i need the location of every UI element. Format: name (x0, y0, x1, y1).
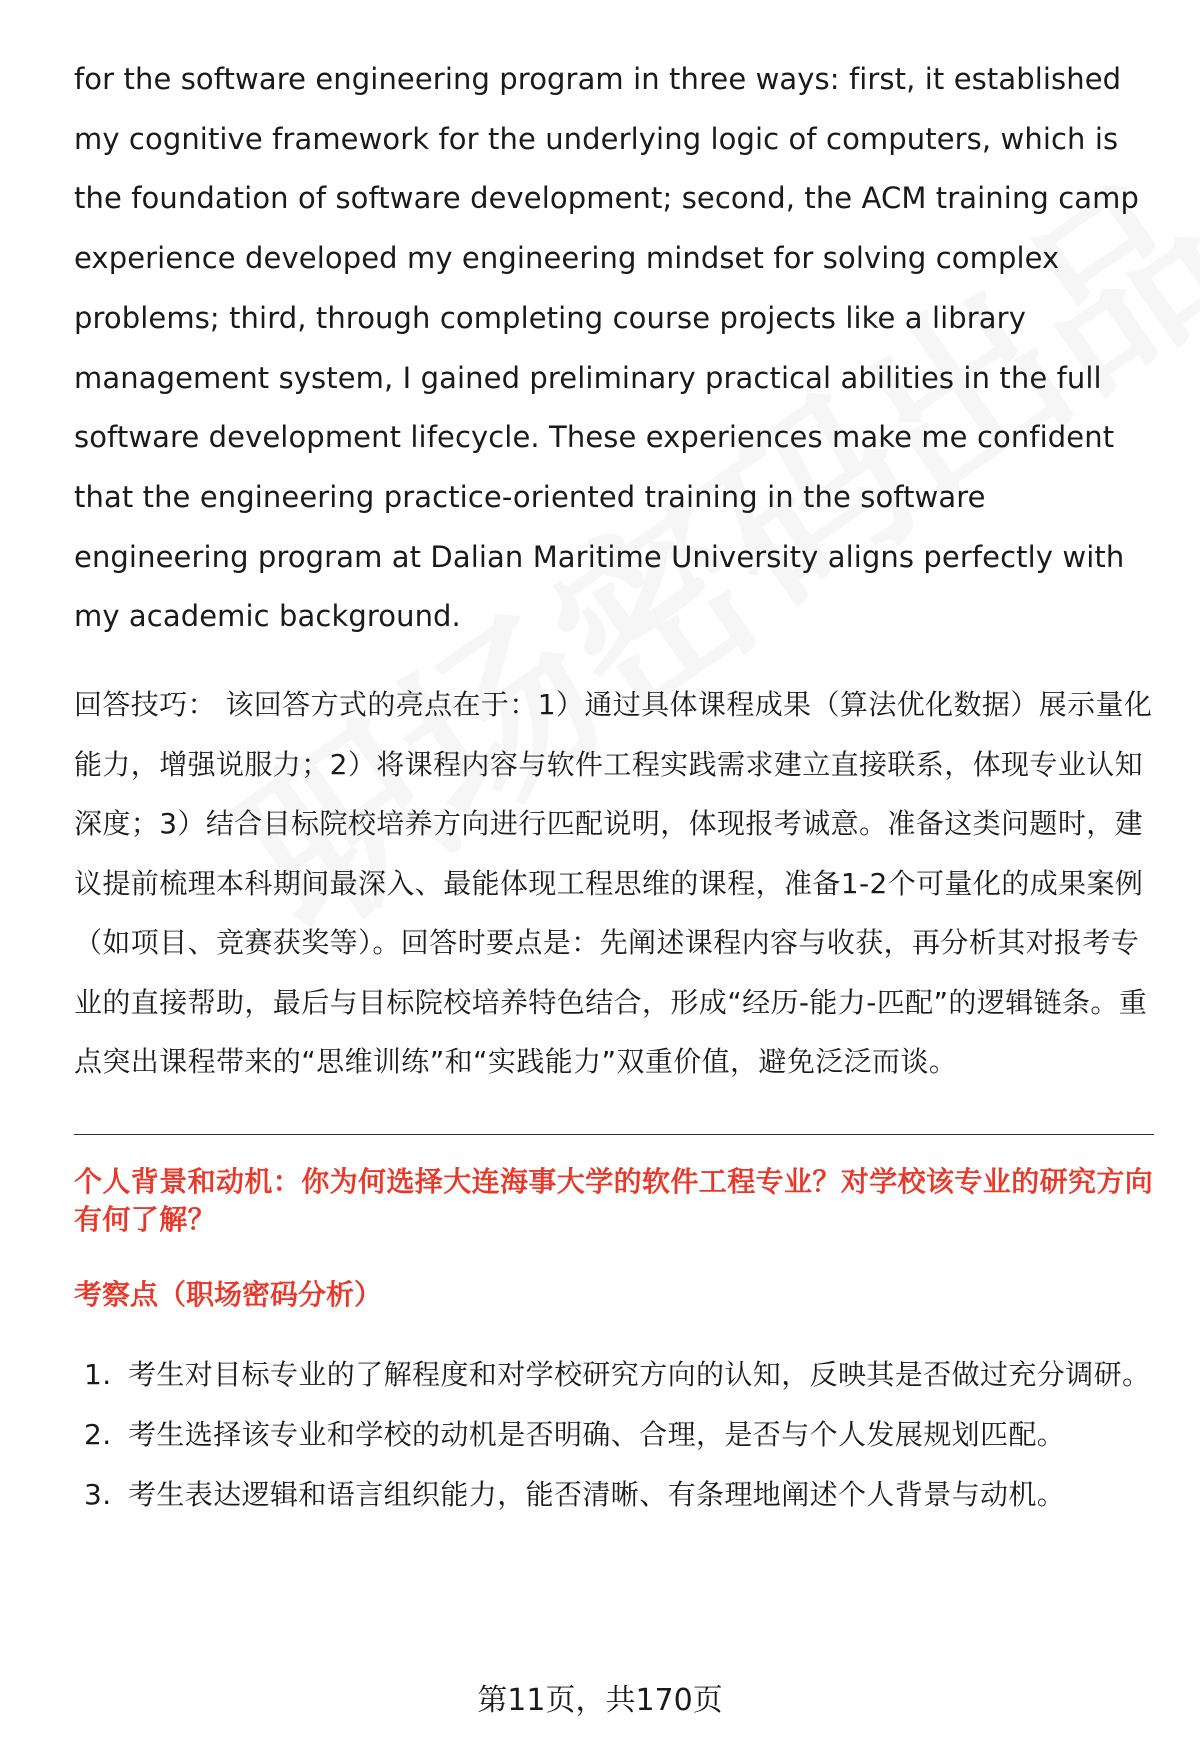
list-item (74, 1405, 1154, 1465)
list-item (74, 1345, 1154, 1405)
answer-tip-label: 回答技巧： (74, 688, 217, 722)
assessment-points-heading: 考察点（职场密码分析） (74, 1277, 383, 1311)
answer-tip-paragraph (74, 675, 1154, 1092)
list-item-number: 2. (84, 1417, 112, 1451)
question-heading: 个人背景和动机：你为何选择大连海事大学的软件工程专业？对学校该专业的研究方向有何了解？ (74, 1164, 1154, 1236)
page-number-footer: 第11页，共170页 (477, 1683, 723, 1718)
list-item-text: 考生对目标专业的了解程度和对学校研究方向的认知，反映其是否做过充分调研。 (128, 1357, 1151, 1391)
answer-tip-text: 该回答方式的亮点在于：1）通过具体课程成果（算法优化数据）展示量化能力，增强说服力；2）将课程内容与软件工程实践需求建立直接联系，体现专业认知深度；3）结合目标院校培养方向进行匹配说明，体现报考诚意。准备这类问题时，建议提前梳理本科期间最深入、最能体现工程思维的课程，准备1-2个可量化的成果案例（如项目、竞赛获奖等）。回答时要点是：先阐述课程内容与收获，再分析其对报考专业的直接帮助，最后与目标院校培养特色结合，形成“经历-能力-匹配”的逻辑链条。重点突出课程带来的“思维训练”和“实践能力”双重价值，避免泛泛而谈。 (74, 688, 1153, 1079)
list-item-text: 考生选择该专业和学校的动机是否明确、合理，是否与个人发展规划匹配。 (128, 1417, 1066, 1451)
list-item (74, 1465, 1154, 1525)
document-page (74, 50, 1154, 1525)
list-item-number: 3. (84, 1477, 112, 1511)
list-item-number: 1. (84, 1357, 112, 1391)
list-item-text: 考生表达逻辑和语言组织能力，能否清晰、有条理地阐述个人背景与动机。 (128, 1477, 1066, 1511)
assessment-points-list (74, 1345, 1154, 1525)
english-answer-paragraph: for the software engineering program in three ways: first, it established my cognitive framework for the underlying logic of computers, which is the foundation of software development; second, the ACM training camp experience developed my engineering mindset for solving complex problems; third, through completing course projects like a library management system, I gained preliminary practical abilities in the full software development lifecycle. These experiences make me confident that the engineering practice-oriented training in the software engineering program at Dalian Maritime University aligns perfectly with my academic background. (74, 62, 1140, 634)
section-divider (74, 1134, 1154, 1135)
